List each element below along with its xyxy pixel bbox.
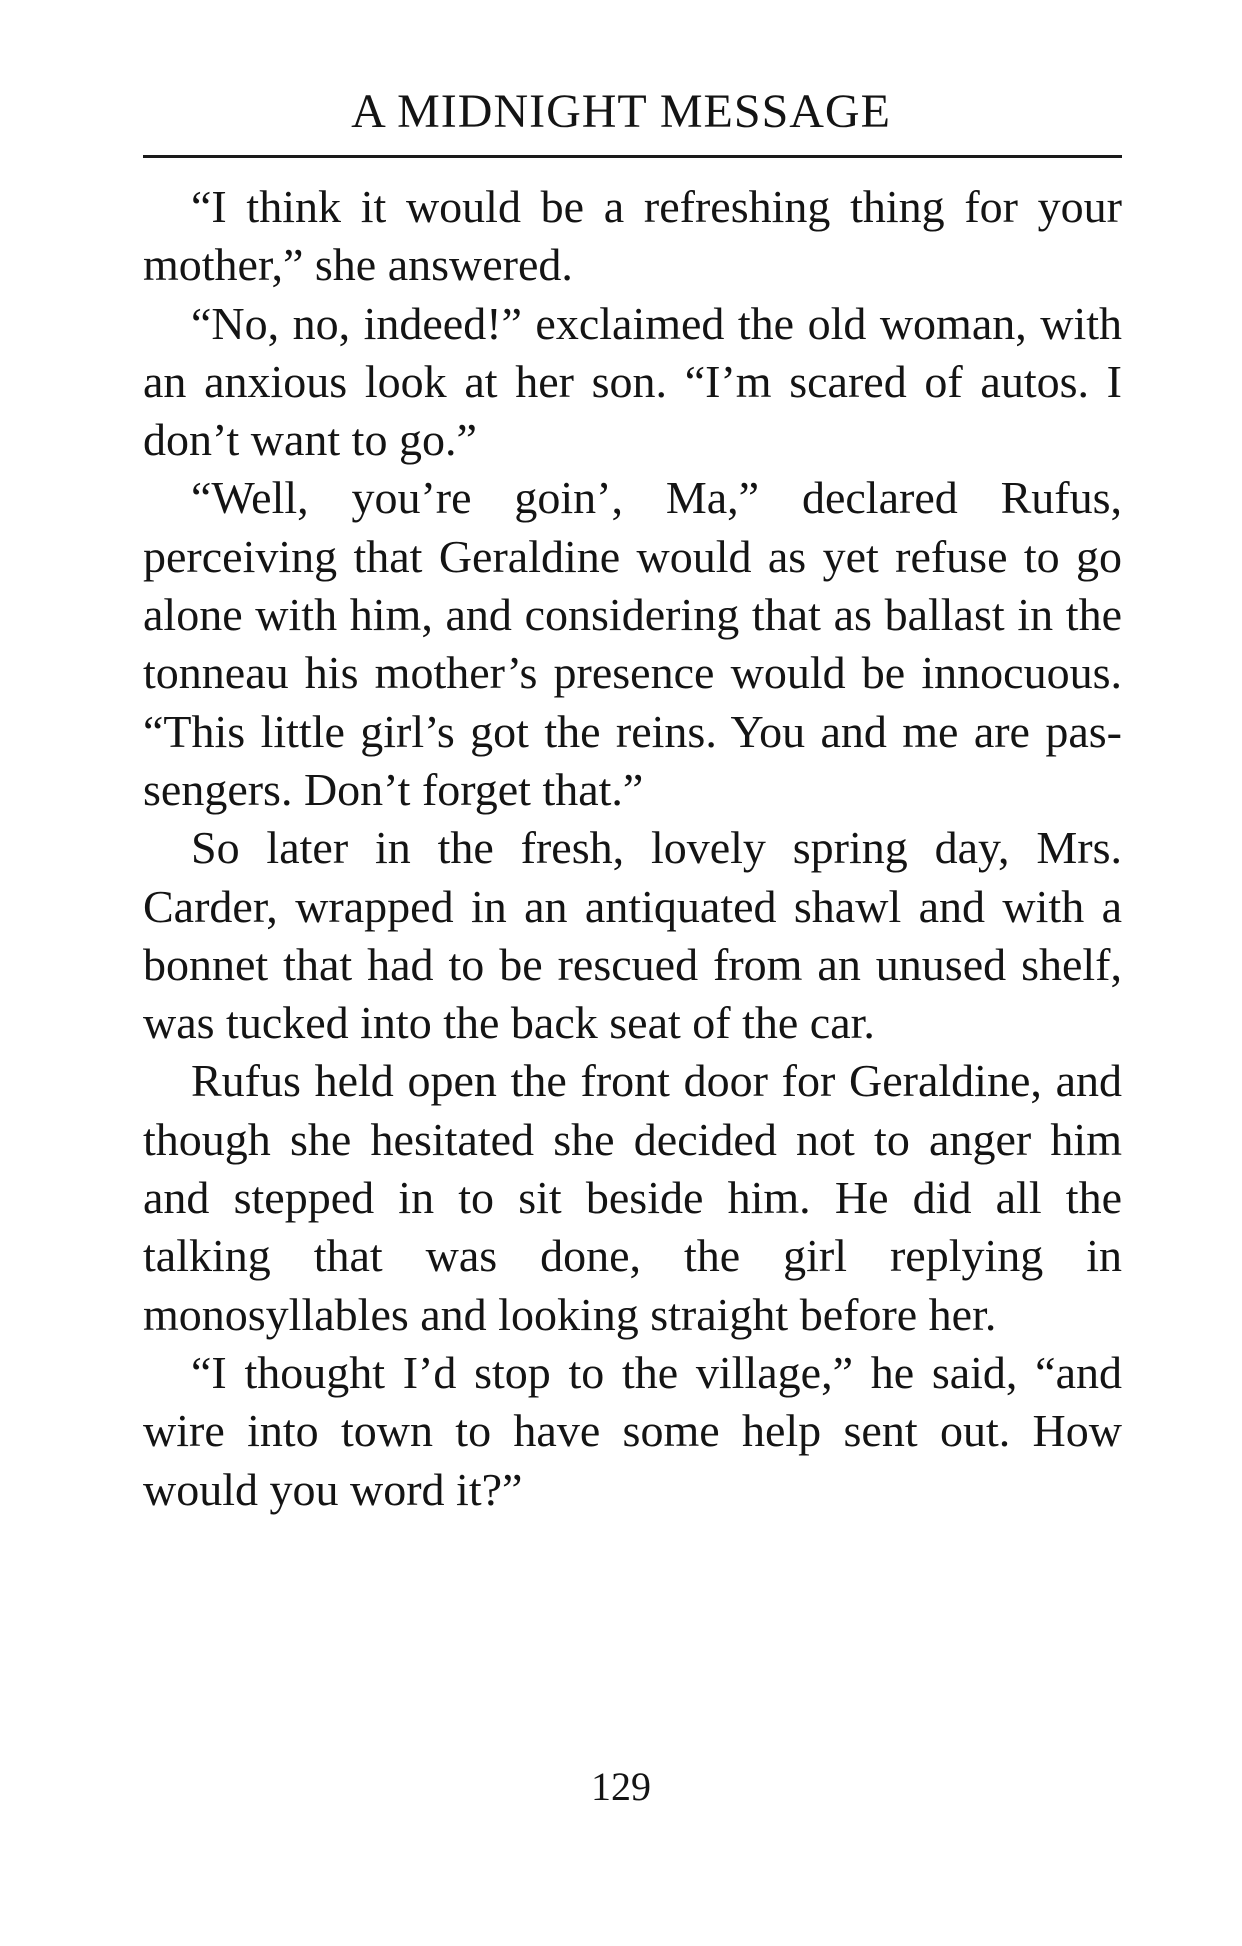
paragraph: “I think it would be a refreshing thing for your mother,” she answered. — [143, 181, 1122, 291]
paragraph: Rufus held open the front door for Geraldine, and though she hesitated she decided not to anger him and stepped in to sit beside him. He did all the talking that was done, the girl replying in monosyllables and looking straight before her. — [143, 1055, 1122, 1340]
paragraph: “I thought I’d stop to the village,” he said, “and wire into town to have some help sent out. How would you word it?” — [143, 1346, 1122, 1515]
running-head: A MIDNIGHT MESSAGE — [351, 85, 891, 138]
paragraph: “No, no, indeed!” exclaimed the old woman, with an anxious look at her son. “I’m scared of autos. I don’t want to go.” — [143, 297, 1122, 466]
paragraph: “Well, you’re goin’, Ma,” declared Rufus, perceiving that Geraldine would as yet refuse to go alone with him, and considering that as ballast in the tonneau his mother’s presence would be innocuous. “This little girl’s got the reins. You and me are passengers. Don’t forget that.” — [143, 472, 1122, 815]
header-rule — [143, 155, 1122, 158]
body-text — [143, 178, 1122, 1519]
paragraph: So later in the fresh, lovely spring day, Mrs. Carder, wrapped in an antiquated shawl and with a bonnet that had to be rescued from an unused shelf, was tucked into the back seat of the car. — [143, 822, 1122, 1049]
page-number: 129 — [591, 1764, 651, 1809]
